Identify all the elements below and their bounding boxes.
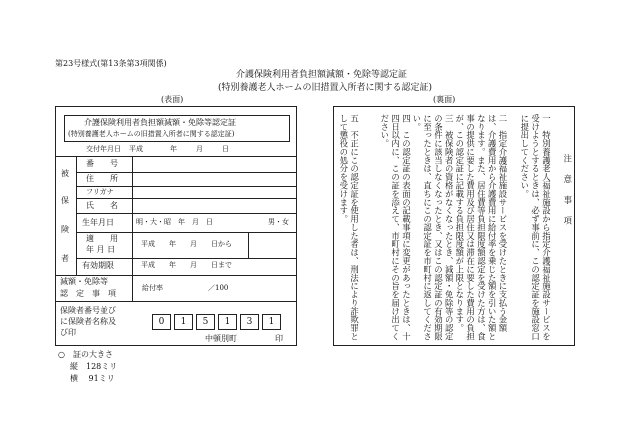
issue-date-era: 平成 [129,145,143,153]
label-valid-date-2: 年 月 日 [86,245,116,254]
issue-date-label: 交付年月日 [86,145,121,153]
insurer-label-1: 保険者番号並び [60,306,116,315]
insurer-name: 中頓別町 [205,334,237,343]
back-note-item: 一 特別養護老人福祉施設から指定介護福祉施設サービスを受けようとするときは、必ず事前に、この認定証を施設窓口に提出してください。 [519,114,552,341]
insurer-number-digit: 3 [240,314,259,330]
size-heading: ○ 証の大きさ [58,350,113,359]
benefit-rate-label: 給付率 [142,284,163,292]
back-note-item: 四 この認定証の表面の記載事項に変更があったときは、十四日以内に、この証を添えて、市町村にその旨を届け出てください。 [379,114,412,341]
label-birth-date: 生年月日 [82,218,114,227]
grid-line [132,156,133,301]
grid-line [76,186,297,187]
grid-line [55,301,297,302]
grid-line [76,258,297,259]
size-width: 横 91ミリ [70,374,115,383]
label-name: 氏 名 [86,201,118,210]
label-address: 住 所 [86,174,118,183]
back-label: (裏面) [433,95,456,104]
grid-line [76,232,297,233]
label-reduction-1: 減額・免除等 [60,277,108,286]
back-notes-title: 注 意 事 項 [562,154,573,227]
label-expiry: 有効期限 [82,261,114,270]
insured-char: 被 [61,169,69,178]
form-number: 第23号様式(第13条第3項関係) [55,59,167,68]
grid-line [55,156,297,157]
insurer-number-digit: 1 [262,314,281,330]
insurer-label-3: び印 [60,328,76,337]
label-number: 番 号 [86,159,118,168]
page-title: 介護保険利用者負担額減額・免除等認定証 [236,70,408,80]
insured-char: 保 [61,196,69,205]
back-note-item: 三 被保険者の資格がなくなったとき、減額・免除等の認定の条件に該当しなくなったとき、又はこの認定証の有効期限に至ったときは、直ちにこの認定証を市町村に返してください。 [411,114,455,341]
grid-line [55,275,297,276]
page-subtitle: (特別養護老人ホームの旧措置入所者に関する認定証) [218,83,433,93]
card-header-subtitle: (特別養護老人ホームの旧措置入所者に関する認定証) [68,130,235,138]
issue-date-year: 年 [170,145,177,153]
issue-date-day: 日 [222,145,229,153]
insurer-label-2: に保険者名称及 [60,317,116,326]
back-note-item: 二 指定介護福祉施設サービスを受けたときに支払う金額は、介護費用から介護費用に給付率を乗じた額を引いた額となります。また、居住費等負担限度額認定を受けた方は、食事の提供に要した費用及び居住又は滞在に要した費用の負担が、この認定証に記載する負担限度額が上限となります。 [454,114,508,341]
label-reduction-2: 認 定 事 項 [60,289,116,298]
back-note-item: 五 不正にこの認定証を使用した者は、刑法により詐欺罪として懲役の処分を受けます。 [338,114,360,341]
grid-line [76,213,297,214]
grid-line [248,232,249,258]
card-header-title: 介護保険利用者負担額減額・免除等認定証 [84,118,236,127]
seal-mark: 印 [275,334,283,343]
grid-line [76,172,297,173]
insurer-number-digit: 0 [152,314,171,330]
insurer-number-digit: 5 [196,314,215,330]
size-height: 縦 128ミリ [70,362,118,371]
valid-date-value: 平成 年 月 日から [141,240,232,248]
benefit-rate-value: ／100 [208,284,229,292]
label-valid-date-1: 適 用 [86,234,118,243]
insured-char: 者 [61,254,69,263]
insured-char: 険 [61,225,69,234]
insurer-number-digit: 1 [218,314,237,330]
issue-date-month: 月 [196,145,203,153]
sex-choice: 男・女 [268,218,289,226]
label-furigana: フリガナ [86,188,114,196]
grid-line [76,198,297,199]
expiry-value: 平成 年 月 日まで [141,261,232,269]
birth-date-eras: 明・大・昭 年 月 日 [136,218,213,226]
insurer-number-digit: 1 [174,314,193,330]
front-label: (表面) [161,95,184,104]
